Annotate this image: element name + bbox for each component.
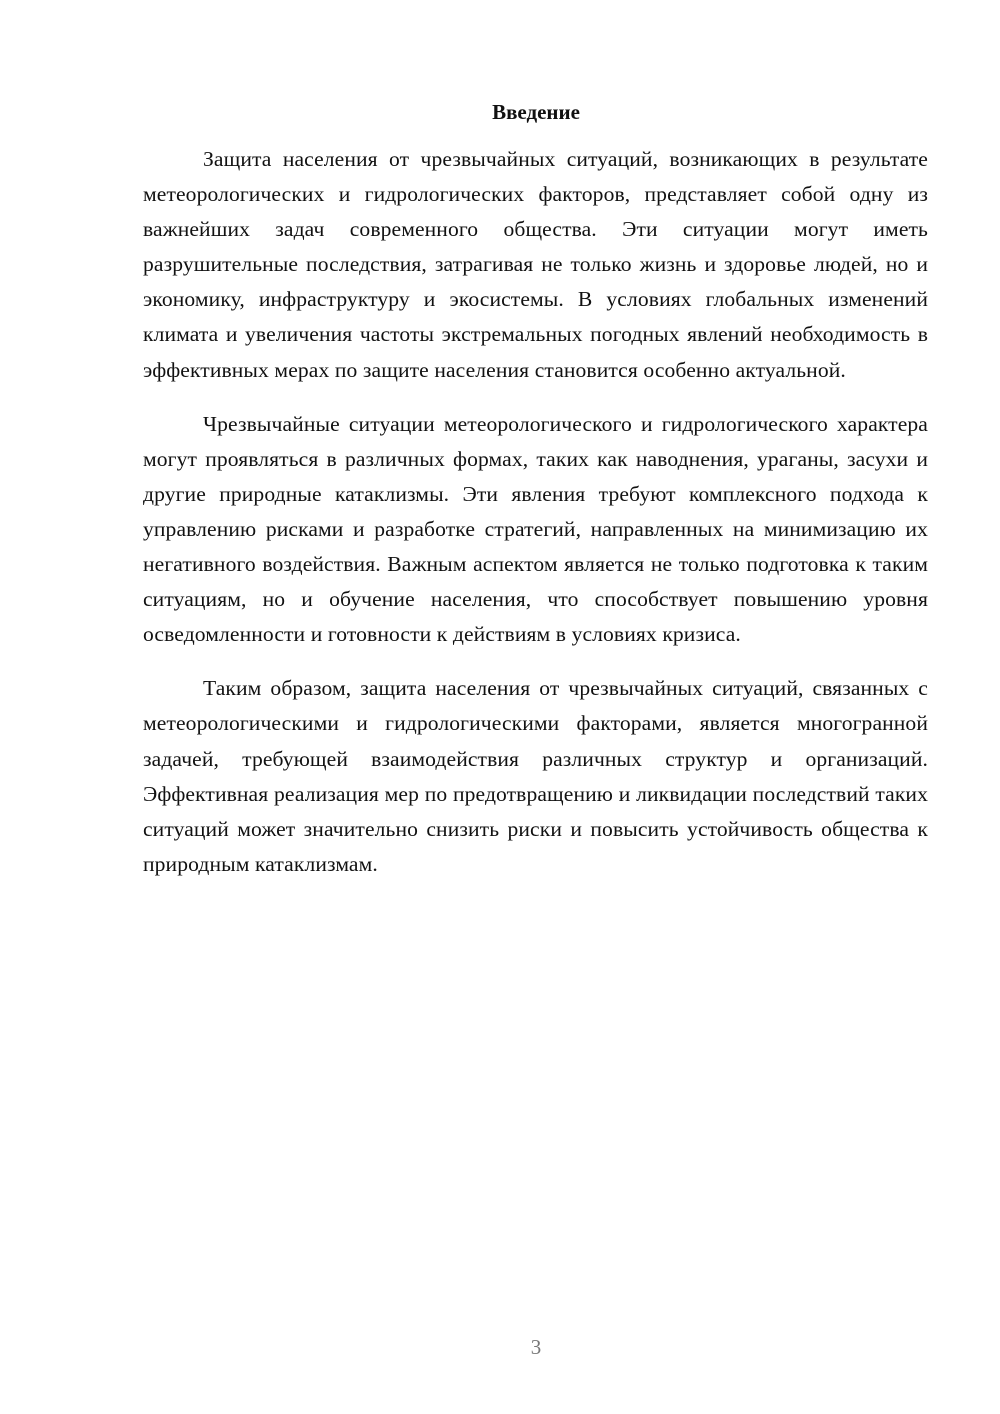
paragraph-3: Таким образом, защита населения от чрезвычайных ситуаций, связанных с метеорологическими и гидрологическими факторами, является многогранной задачей, требующей взаимодействия различных структур и организаций. Эффективная реализация мер по предотвращению и ликвидации последствий таких ситуаций может значительно снизить риски и повысить устойчивость общества к природным катаклизмам. [143,676,928,876]
page-heading: Введение [492,100,580,124]
body-text [143,142,928,882]
page-number: 3 [530,1335,542,1359]
paragraph-2: Чрезвычайные ситуации метеорологического и гидрологического характера могут проявляться в различных формах, таких как наводнения, ураганы, засухи и другие природные катаклизмы. Эти явления требуют комплексного подхода к управлению рисками и разработке стратегий, направленных на минимизацию их негативного воздействия. Важным аспектом является не только подготовка к таким ситуациям, но и обучение населения, что способствует повышению уровня осведомленности и готовности к действиям в условиях кризиса. [143,411,928,647]
paragraph-1: Защита населения от чрезвычайных ситуаций, возникающих в результате метеорологических и гидрологических факторов, представляет собой одну из важнейших задач современного общества. Эти ситуации могут иметь разрушительные последствия, затрагивая не только жизнь и здоровье людей, но и экономику, инфраструктуру и экосистемы. В условиях глобальных изменений климата и увеличения частоты экстремальных погодных явлений необходимость в эффективных мерах по защите населения становится особенно актуальной. [143,147,928,382]
